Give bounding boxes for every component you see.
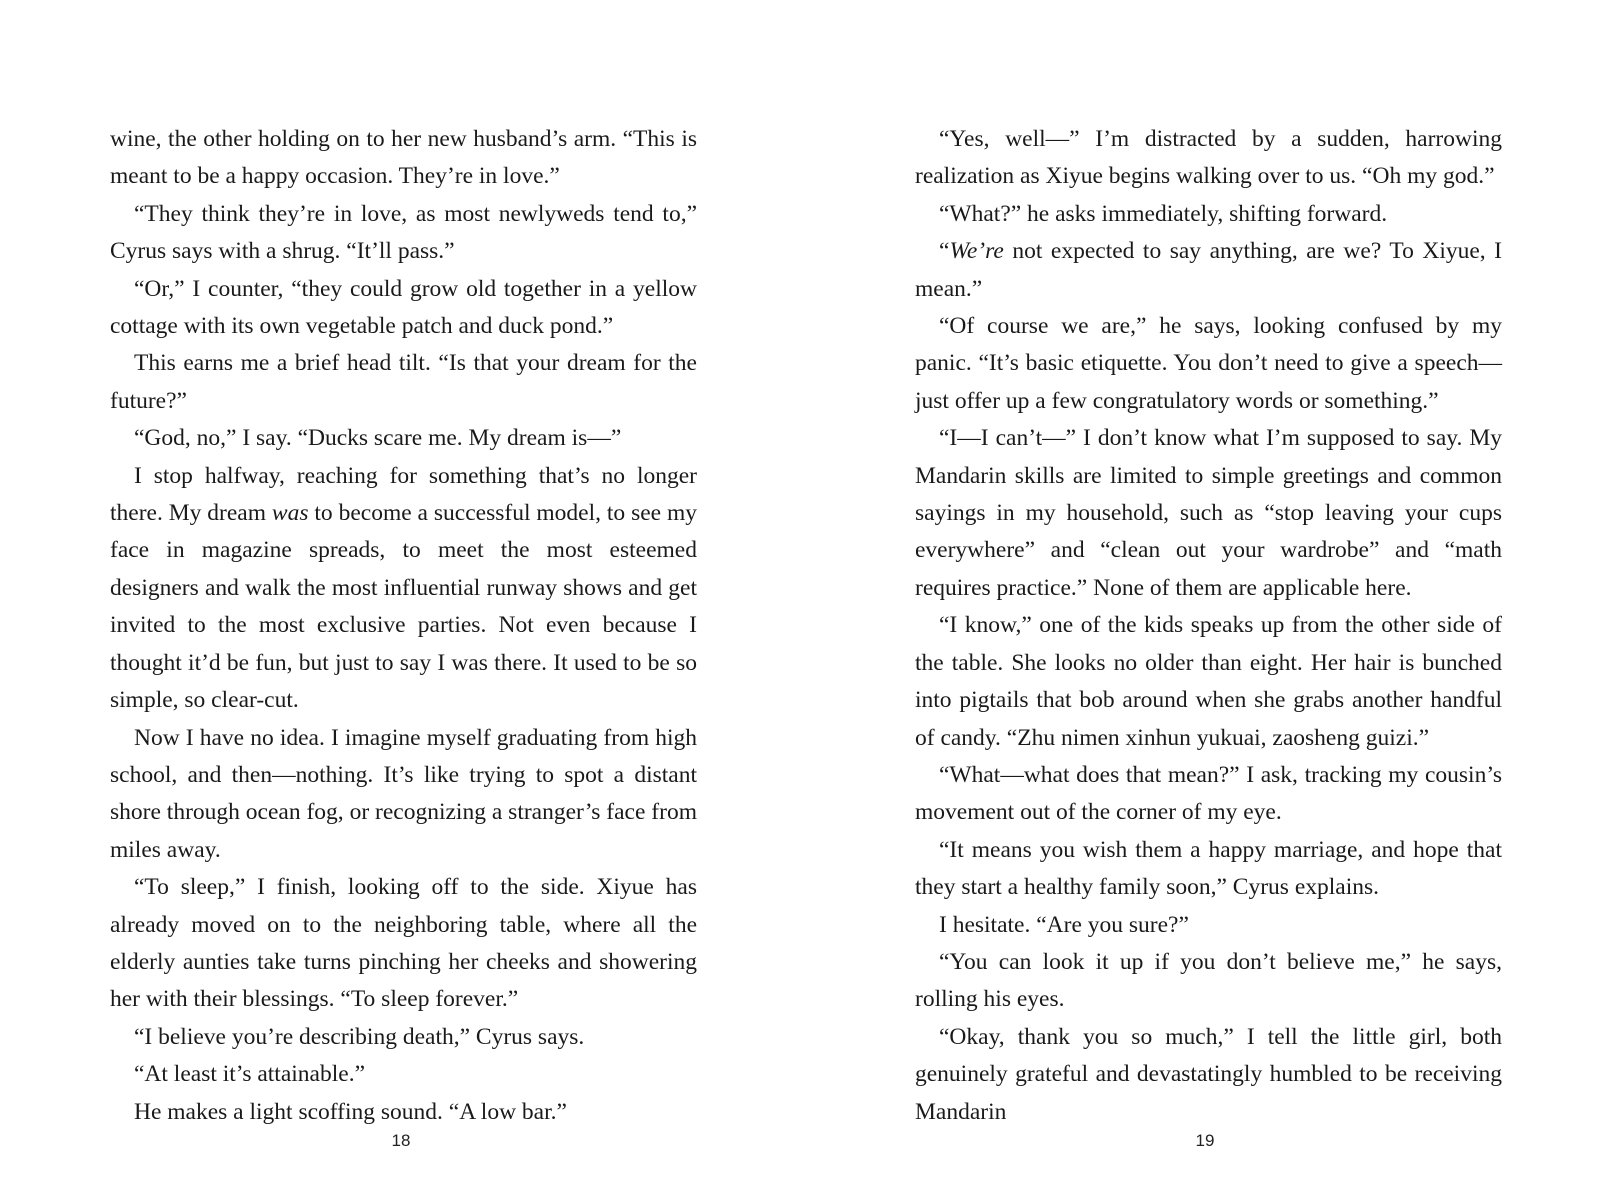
paragraph: “What?” he asks immediately, shifting forward. <box>939 200 1388 227</box>
paragraph: “It means you wish them a happy marriage, and hope that they start a healthy family soon,” Cyrus explains. <box>915 836 1502 901</box>
page-number: 18 <box>391 1131 411 1150</box>
emphasized-word: We’re <box>949 238 1004 265</box>
right-page <box>915 121 1502 1131</box>
paragraph: “At least it’s attainable.” <box>134 1061 365 1088</box>
paragraph: “God, no,” I say. “Ducks scare me. My dream is—” <box>134 425 622 452</box>
paragraph: “To sleep,” I finish, looking off to the side. Xiyue has already moved on to the neighboring table, where all the elderly aunties take turns pinching her cheeks and showering her with their blessings. “To sleep forever.” <box>110 874 697 1013</box>
paragraph: This earns me a brief head tilt. “Is that your dream for the future?” <box>110 350 697 414</box>
text-run: I stop halfway, reaching for something that’s no longer there. My dream <box>110 462 697 527</box>
page-number: 19 <box>1195 1131 1215 1150</box>
paragraph: “I believe you’re describing death,” Cyrus says. <box>134 1023 585 1050</box>
paragraph: “Okay, thank you so much,” I tell the little girl, both genuinely grateful and devastatingly humbled to be receiving Mandarin <box>915 1023 1502 1125</box>
left-page <box>110 121 697 1131</box>
text-run: “ <box>939 238 950 265</box>
paragraph: “They think they’re in love, as most newlyweds tend to,” Cyrus says with a shrug. “It’ll pass.” <box>110 200 697 265</box>
paragraph: Now I have no idea. I imagine myself graduating from high school, and then—nothing. It’s like trying to spot a distant shore through ocean fog, or recognizing a stranger’s face from miles away. <box>110 724 697 863</box>
paragraph: “Or,” I counter, “they could grow old together in a yellow cottage with its own vegetable patch and duck pond.” <box>110 275 697 340</box>
paragraph: He makes a light scoffing sound. “A low bar.” <box>134 1098 567 1125</box>
emphasized-word: was <box>271 500 309 527</box>
paragraph: wine, the other holding on to her new husband’s arm. “This is meant to be a happy occasion. They’re in love.” <box>110 126 697 190</box>
paragraph: “Of course we are,” he says, looking confused by my panic. “It’s basic etiquette. You don’t need to give a speech—just offer up a few congratulatory words or something.” <box>915 313 1502 414</box>
paragraph: “You can look it up if you don’t believe me,” he says, rolling his eyes. <box>915 948 1502 1013</box>
text-run: not expected to say anything, are we? To Xiyue, I mean.” <box>915 238 1502 302</box>
paragraph: I hesitate. “Are you sure?” <box>939 911 1189 938</box>
paragraph: “What—what does that mean?” I ask, tracking my cousin’s movement out of the corner of my eye. <box>915 761 1502 826</box>
paragraph: “I know,” one of the kids speaks up from the other side of the table. She looks no older than eight. Her hair is bunched into pigtails that bob around when she grabs another handful of candy. “Zhu nimen xinhun yukuai, zaosheng guizi.” <box>915 612 1502 751</box>
text-run: to become a successful model, to see my face in magazine spreads, to meet the most esteemed designers and walk the most influential runway shows and get invited to the most exclusive parties. Not even because I thought it’d be fun, but just to say I was there. It used to be so simple, so clear-cut. <box>110 500 698 714</box>
paragraph <box>915 233 1502 308</box>
paragraph <box>110 458 697 720</box>
paragraph: “Yes, well—” I’m distracted by a sudden, harrowing realization as Xiyue begins walking over to us. “Oh my god.” <box>915 126 1502 190</box>
paragraph: “I—I can’t—” I don’t know what I’m supposed to say. My Mandarin skills are limited to simple greetings and common sayings in my household, such as “stop leaving your cups everywhere” and “clean out your wardrobe” and “math requires practice.” None of them are applicable here. <box>915 425 1502 601</box>
